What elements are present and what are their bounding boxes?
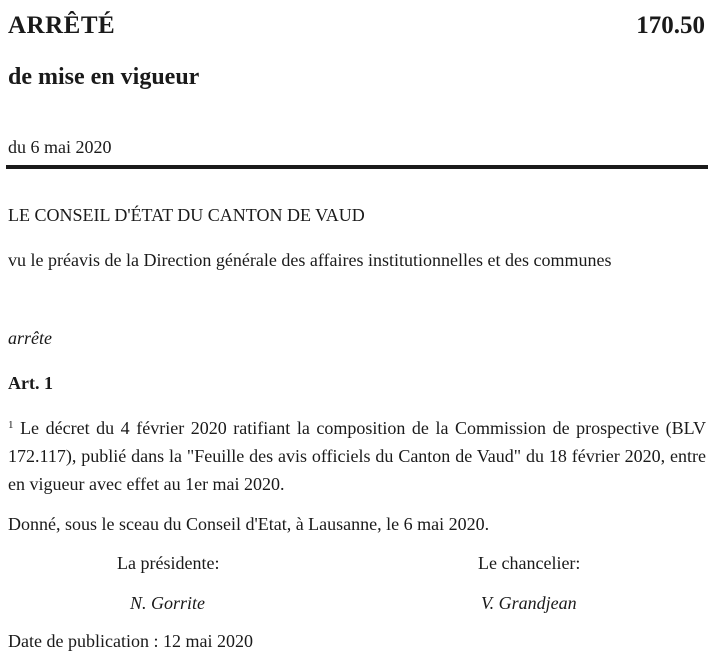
- preamble: vu le préavis de la Direction générale des affaires institutionnelles et des communes: [8, 250, 612, 270]
- publication-date: Date de publication : 12 mai 2020: [8, 631, 253, 651]
- document-title: ARRÊTÉ: [8, 12, 116, 39]
- signatory-name-president: N. Gorrite: [130, 593, 206, 613]
- document-number: 170.50: [636, 12, 705, 39]
- article-title: Art. 1: [8, 373, 53, 393]
- given-statement: Donné, sous le sceau du Conseil d'Etat, à Lausanne, le 6 mai 2020.: [8, 514, 490, 534]
- decree-word: arrête: [8, 328, 52, 348]
- signatory-name-chancellor: V. Grandjean: [481, 593, 577, 613]
- article-paragraph: [8, 414, 706, 498]
- document-subtitle: de mise en vigueur: [8, 64, 200, 90]
- signatory-role-president: La présidente:: [117, 553, 220, 573]
- signatory-role-chancellor: Le chancelier:: [478, 553, 581, 573]
- header-divider: [6, 165, 708, 169]
- article-text: Le décret du 4 février 2020 ratifiant la composition de la Commission de prospective (BLV 172.117), publié dans la "Feuille des avis officiels du Canton de Vaud" du 18 février 2020, entre en vigueur avec effet au 1er mai 2020.: [8, 418, 707, 494]
- paragraph-number: 1: [8, 419, 14, 431]
- document-date: du 6 mai 2020: [8, 137, 112, 157]
- issuing-authority: LE CONSEIL D'ÉTAT DU CANTON DE VAUD: [8, 205, 365, 225]
